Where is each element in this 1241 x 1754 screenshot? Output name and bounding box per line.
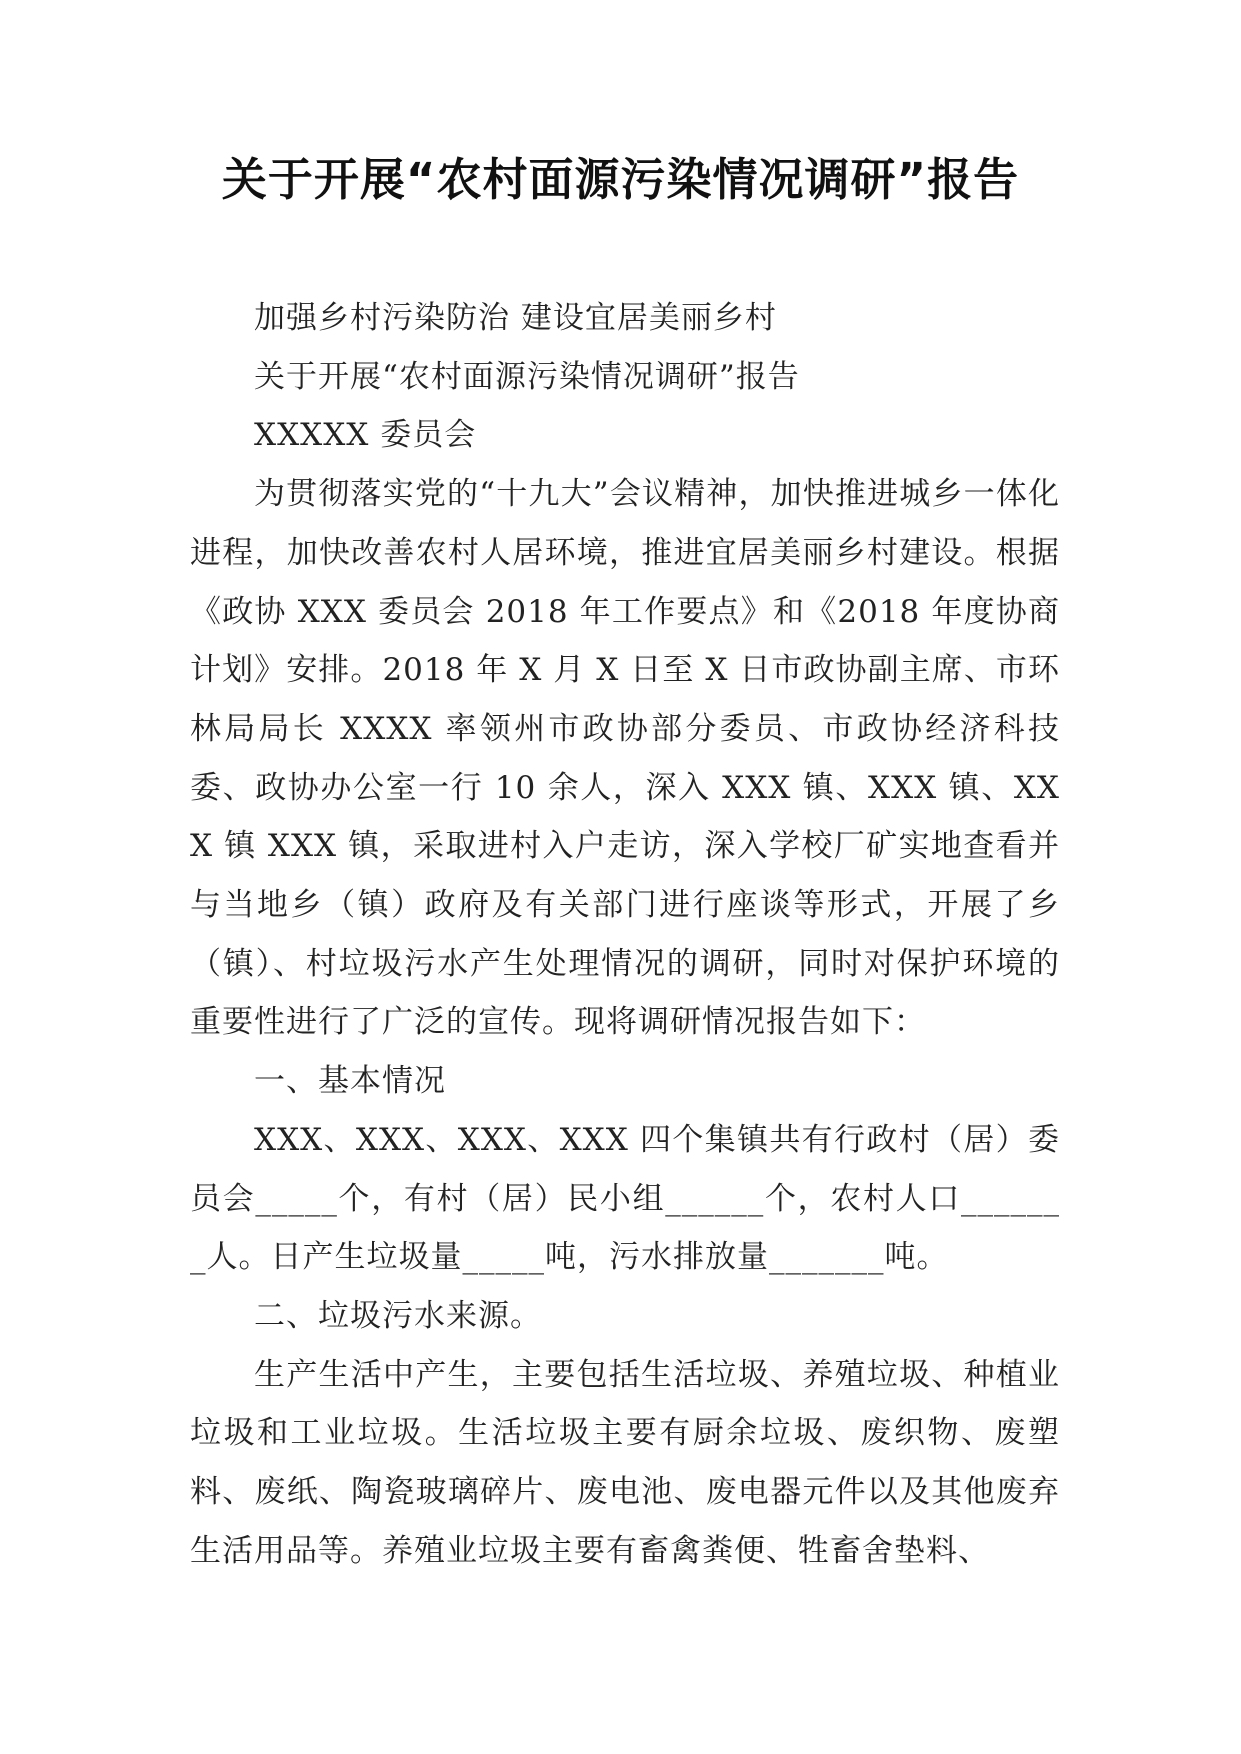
section-heading-sources: 二、垃圾污水来源。 <box>254 1297 542 1334</box>
subtitle-slogan: 加强乡村污染防治 建设宜居美丽乡村 <box>254 300 777 336</box>
issuing-committee: XXXXX 委员会 <box>254 417 477 454</box>
sources-paragraph: 生产生活中产生，主要包括生活垃圾、养殖垃圾、种植业垃圾和工业垃圾。生活垃圾主要有厨余垃圾、废织物、废塑料、废纸、陶瓷玻璃碎片、废电池、废电器元件以及其他废弃生活用品等。养殖业垃圾主要有畜禽粪便、牲畜舍垫料、 <box>190 1356 1060 1569</box>
subtitle-report: 关于开展“农村面源污染情况调研”报告 <box>254 358 800 395</box>
document-body <box>190 289 1060 1580</box>
intro-paragraph: 为贯彻落实党的“十九大”会议精神，加快推进城乡一体化进程，加快改善农村人居环境，推进宜居美丽乡村建设。根据《政协 XXX 委员会 2018 年工作要点》和《2018 年度协商计划》安排。2018 年 X 月 X 日至 X 日市政协副主席、市环林局局长 XXXX 率领州市政协部分委员、市政协经济科技委、政协办公室一行 10 余人，深入 XXX 镇、XXX 镇、XXX 镇 XXX 镇，采取进村入户走访，深入学校厂矿实地查看并与当地乡（镇）政府及有关部门进行座谈等形式，开展了乡（镇）、村垃圾污水产生处理情况的调研，同时对保护环境的重要性进行了广泛的宣传。现将调研情况报告如下： <box>190 476 1060 1041</box>
basic-situation-paragraph: XXX、XXX、XXX、XXX 四个集镇共有行政村（居）委员会_____个，有村（居）民小组______个，农村人口_______人。日产生垃圾量_____吨，污水排放量_______吨。 <box>190 1121 1060 1276</box>
section-heading-basic: 一、基本情况 <box>254 1063 446 1100</box>
document-title: 关于开展“农村面源污染情况调研”报告 <box>221 153 1020 206</box>
